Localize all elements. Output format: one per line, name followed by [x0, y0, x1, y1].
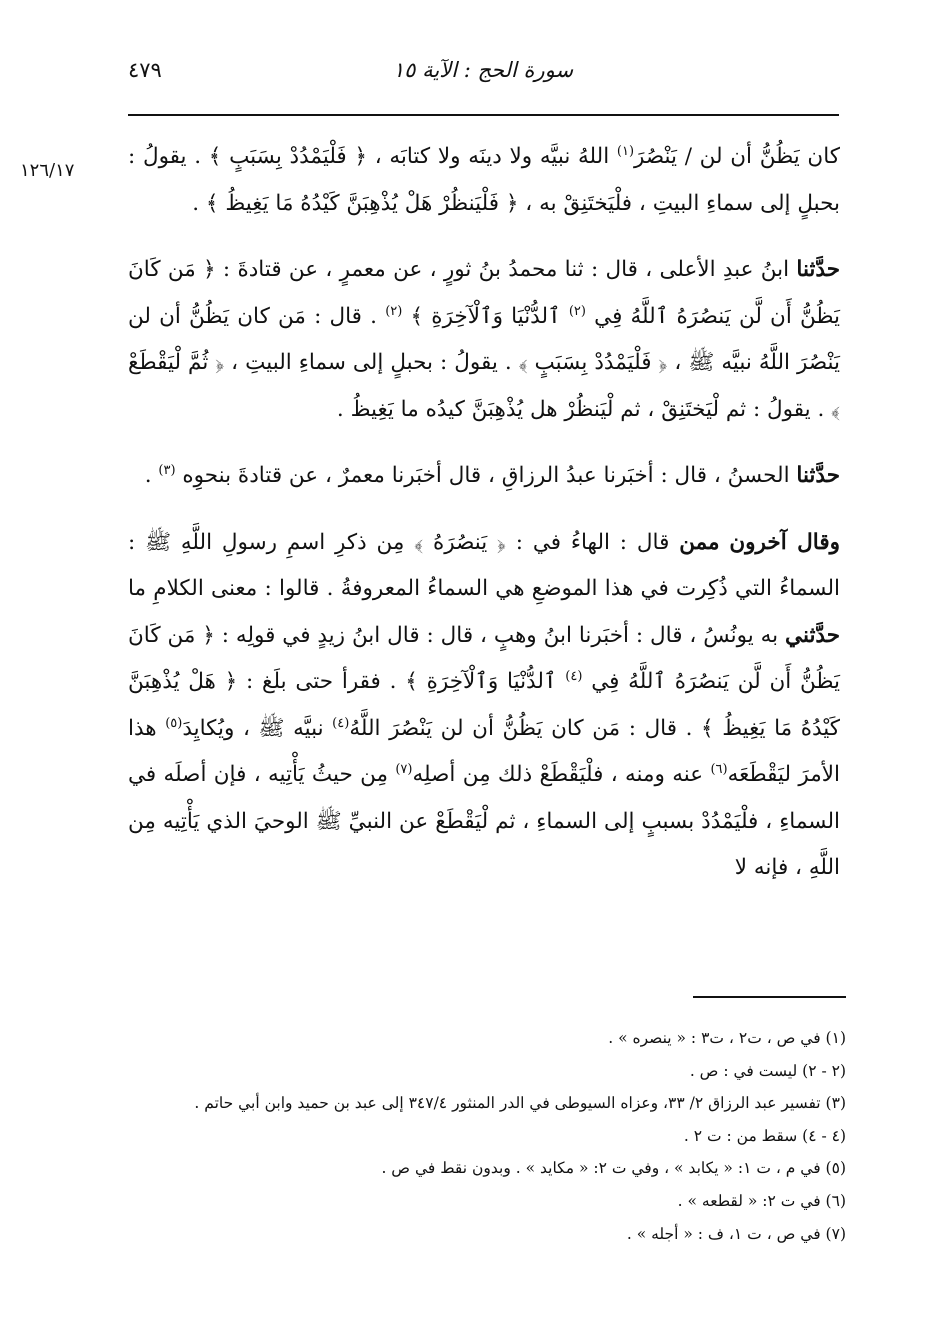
text-run: اللهُ نبيَّه ولا دينَه ولا كتابَه ، ﴿ فَلْيَمْدُدْ بِسَبَبٍ ﴾ . يقولُ : بحبلٍ إلى سماءِ البيتِ ، فلْيَختَنِقْ به ، ﴿ فَلْيَنظُرْ هَلْ يُذْهِبَنَّ كَيْدُهُ مَا يَغِيظُ ﴾ . — [128, 144, 840, 216]
paragraph — [128, 453, 840, 500]
lead-word: حدَّثنا — [796, 257, 840, 282]
lead-word: ممن — [679, 529, 720, 555]
text-run: عنه ومنه ، فلْيَقْطَعْ ذلك مِن أصلِه — [412, 762, 711, 787]
footnote-marker: (٧) — [395, 761, 413, 777]
page-number: ٤٧٩ — [128, 58, 162, 82]
footnote: (٢ - ٢) ليست في : ص . — [689, 1061, 846, 1080]
header-rule — [128, 114, 839, 116]
footnote-rule — [693, 996, 846, 998]
text-run: قال : الهاءُ في : ﴿ يَنصُرَهُ ﴾ مِن ذكرِ اسمِ رسولِ اللَّهِ ﷺ : السماءُ التي ذُكِرت في هذا الموضعِ هي السماءُ المعروفةُ . قالوا : معنى الكلامِ ما — [128, 529, 840, 601]
page-header — [128, 58, 838, 98]
lead-word: وقال آخرون — [729, 529, 841, 555]
text-run: مِن حيثُ يَأْتِيه ، فإن أصلَه في السماءِ ، فلْيَمْدُدْ بسببٍ إلى السماءِ ، ثم لْيَقْطَعْ عن النبيِّ ﷺ الوحيَ الذي يَأْتِيه مِن اللَّهِ ، فإنه لا — [128, 762, 840, 880]
footnotes — [128, 1022, 846, 1250]
footnote: (١) في ص ، ت٢ ، ت٣ : « ينصره » . — [608, 1029, 846, 1047]
footnote: (٦) في ت ٢: « لقطعه » . — [677, 1191, 846, 1210]
text-run: به يونُسُ ، قال : أخبَرنا ابنُ وهبٍ ، قال : قال ابنُ زيدٍ في قولِه : ﴿ مَن كَانَ يَظُنُّ أَن لَّن يَنصُرَهُ ٱللَّهُ فِي — [128, 622, 840, 694]
footnote-marker: (٤) — [332, 715, 350, 731]
footnote: (٤ - ٤) سقط من : ت ٢ . — [683, 1126, 846, 1145]
footnote-marker: (٤) — [565, 668, 583, 684]
footnote: (٣) تفسير عبد الرزاق ٢/ ٣٣، وعزاه السيوطى في الدر المنثور ٣٤٧/٤ إلى عبد بن حميد وابن أبي حاتم . — [194, 1094, 846, 1113]
text-run: . قال : مَن كان يَظُنُّ أن لن يَنْصُرَ اللَّهُ نبيَّه ﷺ ، ﴿ فَلْيَمْدُدْ بِسَبَبٍ ﴾ . يقولُ : بحبلٍ إلى سماءِ البيتِ ، ﴿ ثُمَّ لْيَقْطَعْ ﴾ . يقولُ : ثم لْيَختَنِقْ ، ثم لْيَنظُرْ هل يُذْهِبَنَّ كيدُه ما يَغِيظُ . — [128, 303, 840, 422]
footnote-marker: (٢) — [568, 303, 586, 319]
margin-reference: ١٢٦/١٧ — [20, 160, 75, 181]
text-run: نبيَّه ﷺ ، ويُكايِدَ — [182, 715, 333, 741]
running-title: سورة الحج : الآية ١٥ — [392, 58, 574, 82]
paragraph — [128, 134, 840, 227]
text-run: ابنُ عبدِ الأعلى ، قال : ثنا محمدُ بنُ ثورٍ ، عن معمرٍ ، عن قتادةَ : ﴿ مَن كَانَ يَظُنُّ أَن لَّن يَنصُرَهُ ٱللَّهُ فِي — [128, 257, 840, 329]
text-run: كان يَظُنُّ أن لن / يَنْصُرَ — [634, 144, 840, 169]
lead-word: حدَّثنا — [796, 463, 840, 488]
text-run — [720, 530, 730, 555]
footnote-marker: (١) — [616, 143, 635, 159]
footnote: (٧) في ص ، ت ١، ف : « أجله » . — [626, 1224, 846, 1243]
text-run: ٱلدُّنْيَا وَٱلْآخِرَةِ ﴾ . فقرأ حتى بلَغ : ﴿ هَلْ يُذْهِبَنَّ كَيْدُهُ مَا يَغِيظُ ﴾ . قال : مَن كان يَظُنُّ أن لن يَنْصُرَ اللَّهُ — [128, 669, 840, 741]
footnote-marker: (٥) — [165, 715, 183, 731]
lead-word: حدَّثني — [785, 622, 840, 648]
text-run: ٱلدُّنْيَا وَٱلْآخِرَةِ ﴾ — [402, 303, 569, 329]
footnote-marker: (٢) — [385, 303, 403, 319]
footnote: (٥) في م ، ت ١: « يكابد » ، وفي ت ٢: « مكايد » . وبدون نقط في ص . — [381, 1159, 846, 1178]
paragraph — [128, 247, 840, 433]
paragraph — [128, 520, 840, 892]
body-text — [128, 134, 840, 912]
text-run: الحسنُ ، قال : أخبَرنا عبدُ الرزاقِ ، قال أخبَرنا معمرٌ ، عن قتادةَ بنحوِه — [175, 463, 797, 488]
text-run: هذا الأمرَ ليَقْطَعَه — [128, 715, 840, 787]
text-run: . — [144, 463, 159, 488]
footnote-marker: (٣) — [158, 462, 176, 478]
footnote-marker: (٦) — [710, 761, 728, 777]
